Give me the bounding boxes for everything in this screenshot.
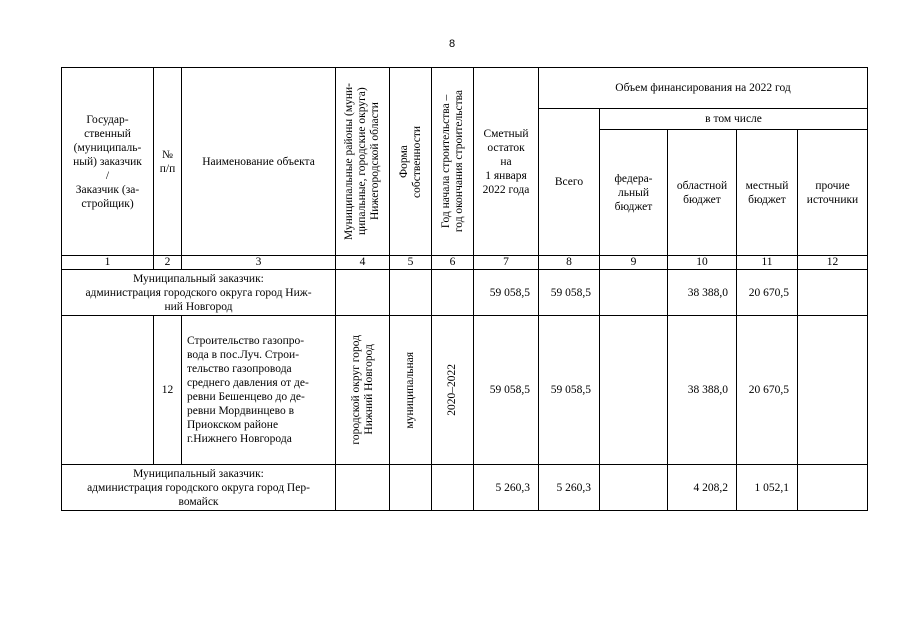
- local-cell: 20 670,5: [737, 316, 798, 465]
- column-number: 5: [390, 256, 432, 270]
- ownership-cell: [390, 270, 432, 316]
- header-estimate: Сметный остаток на 1 января 2022 года: [474, 68, 539, 256]
- header-other: прочие источники: [798, 130, 868, 256]
- years-cell: [432, 270, 474, 316]
- column-number: 7: [474, 256, 539, 270]
- header-ownership-text: Форма собственности: [397, 125, 423, 198]
- column-number: 4: [336, 256, 390, 270]
- header-years: [432, 68, 474, 256]
- years-cell: [432, 465, 474, 511]
- header-local: местный бюджет: [737, 130, 798, 256]
- table-row-customer: [62, 465, 868, 511]
- other-cell: [798, 270, 868, 316]
- column-number: 8: [539, 256, 600, 270]
- column-number: 12: [798, 256, 868, 270]
- customer-cell: [62, 316, 154, 465]
- district-text: городской округ город Нижний Новгород: [349, 335, 375, 445]
- table-row-object: [62, 316, 868, 465]
- header-districts-text: Муниципальные районы (муни- ципальные, городские округа) Нижегородской области: [343, 82, 381, 241]
- ownership-text: муниципальная: [404, 351, 416, 429]
- column-number: 9: [600, 256, 668, 270]
- customer-label: Муниципальный заказчик: администрация городского округа город Ниж- ний Новгород: [62, 270, 336, 316]
- page-number: 8: [448, 38, 456, 50]
- total-cell: 5 260,3: [539, 465, 600, 511]
- column-number: 2: [154, 256, 182, 270]
- column-number: 11: [737, 256, 798, 270]
- header-total: Всего: [539, 109, 600, 256]
- estimate-cell: 5 260,3: [474, 465, 539, 511]
- column-numbers-row: [62, 256, 868, 270]
- header-number: № п/п: [154, 68, 182, 256]
- header-ownership: [390, 68, 432, 256]
- object-name-cell: Строительство газопро- вода в пос.Луч. Строи- тельство газопровода среднего давления от де- ревни Бешенцево до де- ревни Мордвинцево в Приокском районе г.Нижнего Новгорода: [182, 316, 336, 465]
- district-cell: [336, 465, 390, 511]
- federal-cell: [600, 465, 668, 511]
- other-cell: [798, 465, 868, 511]
- header-including: в том числе: [600, 109, 868, 130]
- financing-table: [61, 67, 868, 511]
- local-cell: 20 670,5: [737, 270, 798, 316]
- header-regional: областной бюджет: [668, 130, 737, 256]
- district-cell: [336, 270, 390, 316]
- estimate-cell: 59 058,5: [474, 270, 539, 316]
- header-districts: [336, 68, 390, 256]
- number-cell: 12: [154, 316, 182, 465]
- ownership-cell: [390, 465, 432, 511]
- regional-cell: 38 388,0: [668, 316, 737, 465]
- years-text: 2020–2022: [446, 364, 458, 416]
- header-funding-title: Объем финансирования на 2022 год: [539, 68, 868, 109]
- header-customer: Государ- ственный (муниципаль- ный) заказчик / Заказчик (за- стройщик): [62, 68, 154, 256]
- column-number: 6: [432, 256, 474, 270]
- regional-cell: 4 208,2: [668, 465, 737, 511]
- local-cell: 1 052,1: [737, 465, 798, 511]
- header-federal: федера- льный бюджет: [600, 130, 668, 256]
- regional-cell: 38 388,0: [668, 270, 737, 316]
- ownership-cell: [390, 316, 432, 465]
- federal-cell: [600, 270, 668, 316]
- federal-cell: [600, 316, 668, 465]
- total-cell: 59 058,5: [539, 316, 600, 465]
- column-number: 1: [62, 256, 154, 270]
- header-object-name: Наименование объекта: [182, 68, 336, 256]
- table-row-customer: [62, 270, 868, 316]
- column-number: 10: [668, 256, 737, 270]
- customer-label: Муниципальный заказчик: администрация городского округа город Пер- вомайск: [62, 465, 336, 511]
- header-row-1: [62, 68, 868, 109]
- column-number: 3: [182, 256, 336, 270]
- header-years-text: Год начала строительства – год окончания строительства: [439, 90, 465, 233]
- district-cell: [336, 316, 390, 465]
- other-cell: [798, 316, 868, 465]
- total-cell: 59 058,5: [539, 270, 600, 316]
- estimate-cell: 59 058,5: [474, 316, 539, 465]
- years-cell: [432, 316, 474, 465]
